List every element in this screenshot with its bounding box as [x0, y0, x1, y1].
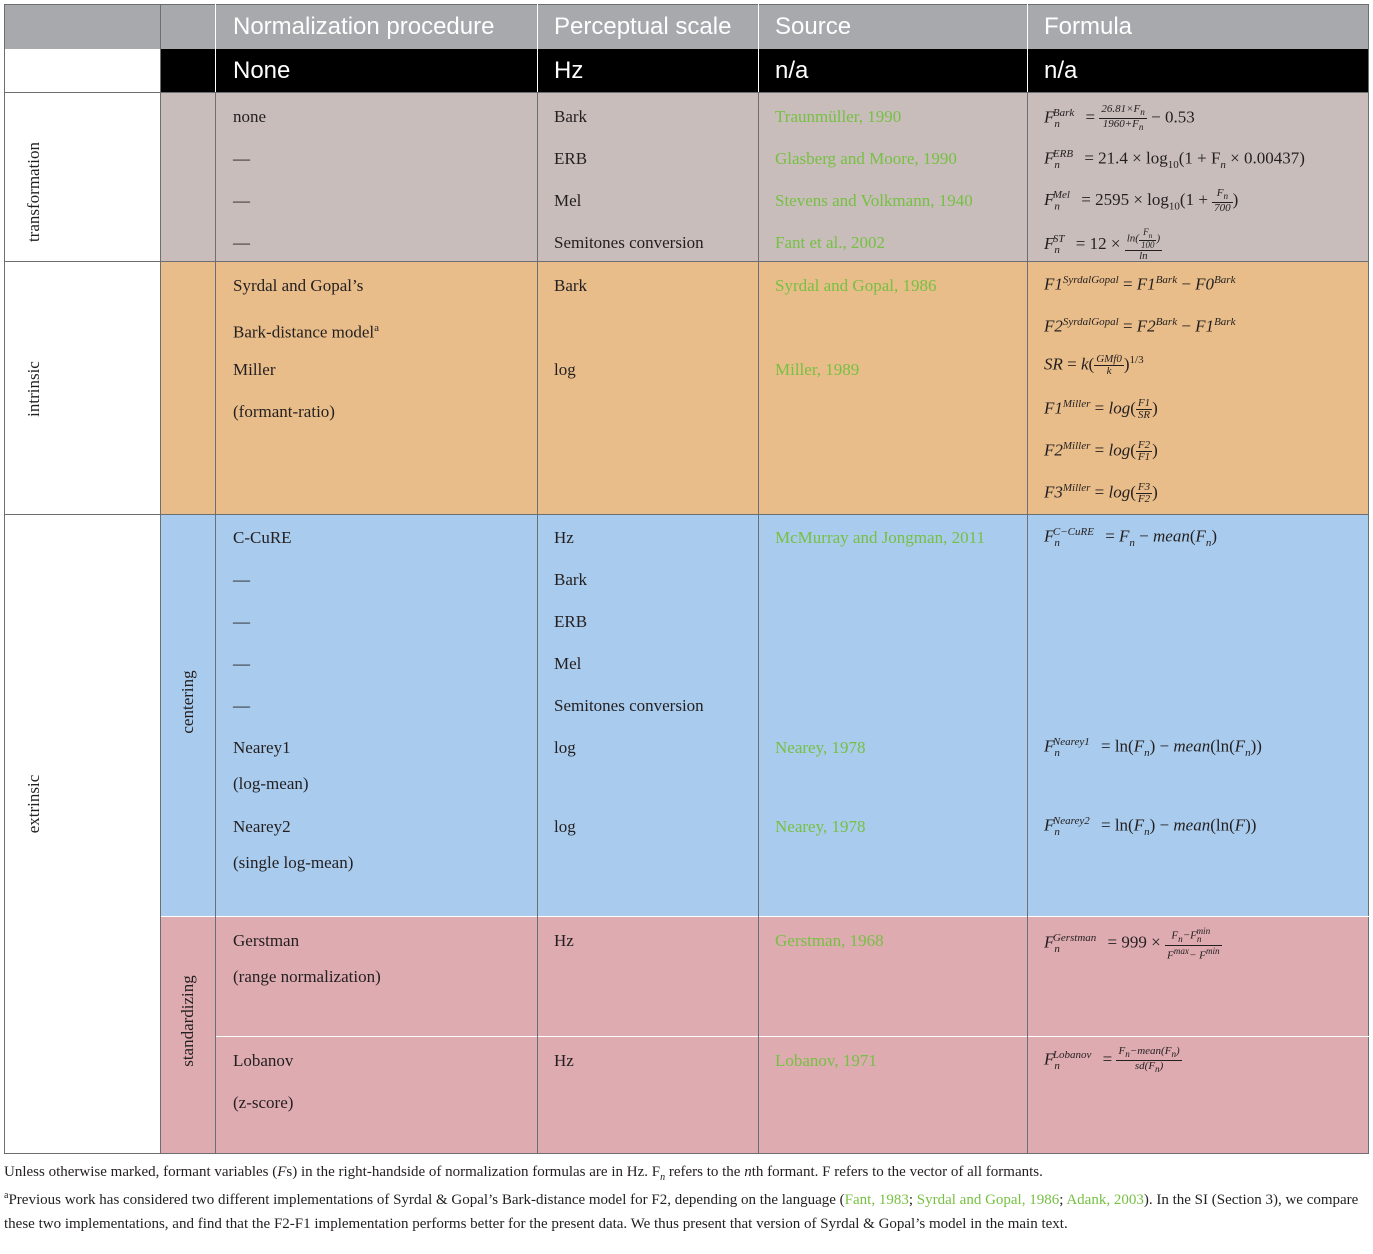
group-label-extrinsic: extrinsic	[24, 774, 43, 834]
reference-link[interactable]: Fant, 1983	[844, 1192, 909, 1208]
formula-mel: $F_n^{Mel} = 2595 \times \log_{10}(1$ + $\frac{F_n}{700}$ )	[1044, 187, 1239, 215]
group-label-centering: centering	[178, 670, 197, 734]
table-cell-procedure: (range normalization)	[233, 967, 381, 986]
formula-nearey2: $F_n^{Nearey2} = \ln(F_n)$ − mean(ln(F))	[1044, 815, 1257, 839]
table-cell-procedure: (log-mean)	[233, 774, 309, 793]
table-cell-scale: Bark	[554, 276, 588, 295]
table-cell-procedure: Lobanov	[233, 1051, 294, 1070]
source-link[interactable]: Fant et al., 2002	[775, 233, 886, 252]
header-scale: Perceptual scale	[554, 13, 732, 40]
formula-ccure: $F_n^{C-CuRE} = F_n$ − $mean(F_n)$	[1044, 526, 1218, 550]
table-cell-scale: log	[554, 360, 576, 379]
table-cell-procedure: —	[233, 696, 250, 715]
source-link[interactable]: Nearey, 1978	[775, 817, 866, 836]
formula-lobanov: $F_n^{Lobanov}$ = $\frac{F_n-mean(F_n)}{sd(F_n)}$	[1044, 1045, 1180, 1075]
reference-link[interactable]: Syrdal and Gopal, 1986	[916, 1192, 1060, 1208]
formula-miller-f2: $F2^{Miller} = \log$( $\frac{F2}{F1}$ )	[1044, 439, 1158, 464]
formula-syrdal-f2: $F2^{SyrdalGopal} = F2^{Bark} - F1^{Bark}$	[1044, 316, 1236, 336]
formula-sr: SR = k( $\frac{\text{GMf0}}{k}$ )$^{1/3}$	[1044, 353, 1144, 378]
source-link[interactable]: Miller, 1989	[775, 360, 860, 379]
table-cell-procedure: Bark-distance model$^a$	[233, 322, 380, 342]
source-link[interactable]: Lobanov, 1971	[775, 1051, 877, 1070]
table-cell-procedure: (z-score)	[233, 1093, 294, 1112]
group-label-transformation: transformation	[24, 141, 43, 243]
formula-semitones: $F_n^{ST} = 12$ × ln( $\frac{F_n}{100}$ ) ln	[1044, 227, 1161, 262]
footnote-marker[interactable]: a	[374, 322, 380, 334]
column-divider	[215, 93, 216, 1154]
formula-erb: $F_n^{ERB} = 21.4 \times \log_{10}(1 + F_n \times 0.00437)$	[1044, 148, 1305, 172]
none-scale: Hz	[554, 57, 584, 84]
source-link[interactable]: McMurray and Jongman, 2011	[775, 528, 985, 547]
reference-link[interactable]: Adank, 2003	[1066, 1192, 1144, 1208]
formula-syrdal-f1: $F1^{SyrdalGopal} = F1^{Bark} - F0^{Bark}$	[1044, 274, 1236, 294]
table-cell-procedure: Nearey2	[233, 817, 291, 836]
column-divider	[537, 4, 538, 92]
table-cell-procedure: —	[233, 570, 250, 589]
column-divider	[758, 4, 759, 92]
group-divider	[4, 92, 1369, 93]
source-link[interactable]: Nearey, 1978	[775, 738, 866, 757]
table-cell-procedure: —	[233, 149, 250, 168]
table-cell-procedure: —	[233, 191, 250, 210]
column-divider	[758, 93, 759, 1154]
formula-miller-f3: $F3^{Miller} = \log$( $\frac{F3}{F2}$ )	[1044, 481, 1158, 506]
group-divider	[4, 261, 1369, 262]
table-cell-procedure: none	[233, 107, 267, 126]
footnote-general: Unless otherwise marked, formant variables (Fs) in the right-handside of normalization formulas are in Hz. $F_n$ refers to the nth formant. F refers to the vector of all formants.	[4, 1164, 1043, 1183]
table-outer-border	[4, 4, 1369, 1154]
none-source: n/a	[775, 57, 809, 84]
source-link[interactable]: Glasberg and Moore, 1990	[775, 149, 957, 168]
table-cell-scale: ERB	[554, 612, 588, 631]
table-cell-scale: ERB	[554, 149, 588, 168]
column-divider	[160, 4, 161, 1154]
column-divider	[1027, 93, 1028, 1154]
formula-miller-f1: $F1^{Miller} = \log$( $\frac{F1}{SR}$ )	[1044, 397, 1158, 422]
table-cell-scale: Bark	[554, 570, 588, 589]
table-cell-scale: Mel	[554, 191, 582, 210]
table-cell-scale: Semitones conversion	[554, 233, 704, 252]
header-procedure: Normalization procedure	[233, 13, 495, 40]
formula-nearey1: $F_n^{Nearey1} = \ln(F_n)$ − $mean(\ln(F_n))$	[1044, 736, 1262, 760]
table-cell-procedure: —	[233, 233, 250, 252]
table-cell-scale: log	[554, 738, 576, 757]
source-link[interactable]: Traunmüller, 1990	[775, 107, 902, 126]
table-cell-scale: Mel	[554, 654, 582, 673]
source-link[interactable]: Stevens and Volkmann, 1940	[775, 191, 973, 210]
table-cell-procedure: Gerstman	[233, 931, 300, 950]
column-divider	[215, 4, 216, 92]
table-cell-scale: Bark	[554, 107, 588, 126]
formula-bark: $F_n^{Bark}$ = $\frac{26.81\times F_n}{1960+F_n}$ − 0.53	[1044, 103, 1195, 133]
table-cell-scale: log	[554, 817, 576, 836]
table-cell-procedure: —	[233, 654, 250, 673]
subgroup-divider	[160, 916, 1369, 917]
table-cell-procedure: (formant-ratio)	[233, 402, 335, 421]
header-source: Source	[775, 13, 852, 40]
table-cell-procedure: Syrdal and Gopal’s	[233, 276, 364, 295]
subgroup-divider	[216, 1036, 1369, 1037]
table-cell-procedure: —	[233, 612, 250, 631]
group-label-intrinsic: intrinsic	[24, 361, 43, 417]
footnote-a: $^a$Previous work has considered two different implementations of Syrdal & Gopal’s Bark-distance model for F2, depending on the language (Fant, 1983; Syrdal and Gopal, 1986; Adank, 2003). In the SI (Section 3), we compare these two implementations, and find that the F2-F1 implementation performs better for the present data. We thus present that version of Syrdal & Gopal’s model in the main text.	[4, 1190, 1359, 1232]
table-cell-scale: Semitones conversion	[554, 696, 704, 715]
none-formula: n/a	[1044, 57, 1078, 84]
table-cell-procedure: (single log-mean)	[233, 853, 354, 872]
group-label-standardizing: standardizing	[178, 975, 197, 1067]
formula-gerstman: $F_n^{Gerstman} = 999$ × $\frac{F_n-F_n^{min}}{F^{max}- F^{min}}$	[1044, 926, 1220, 962]
table-cell-scale: Hz	[554, 931, 574, 950]
table-cell-procedure: Miller	[233, 360, 276, 379]
table-cell-procedure: Nearey1	[233, 738, 291, 757]
column-divider	[1027, 4, 1028, 92]
source-link[interactable]: Syrdal and Gopal, 1986	[775, 276, 937, 295]
group-divider	[4, 514, 1369, 515]
source-link[interactable]: Gerstman, 1968	[775, 931, 884, 950]
table-cell-scale: Hz	[554, 1051, 574, 1070]
table-cell-procedure: C-CuRE	[233, 528, 292, 547]
table-cell-scale: Hz	[554, 528, 574, 547]
none-procedure: None	[233, 57, 291, 84]
header-formula: Formula	[1044, 13, 1133, 40]
column-divider	[537, 93, 538, 1154]
